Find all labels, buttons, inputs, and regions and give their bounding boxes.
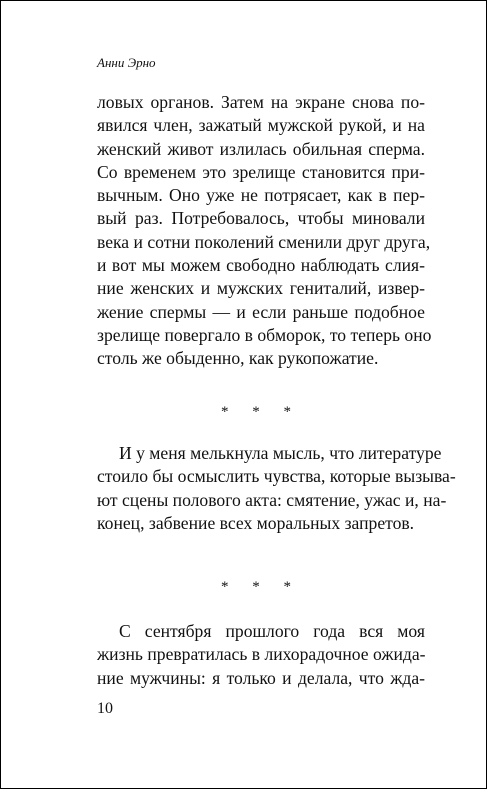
text-line: и вот мы можем свободно наблюдать слия-	[97, 255, 425, 276]
text-line: женский живот излилась обильная сперма.	[97, 138, 425, 159]
text-line: конец, забвение всех моральных запретов.	[97, 512, 415, 533]
text-line: столь же обыденно, как рукопожатие.	[97, 348, 379, 369]
text-line: явился член, зажатый мужской рукой, и на	[97, 115, 425, 136]
paragraph-1	[97, 91, 432, 371]
text-line: стоило бы осмыслить чувства, которые вызыва-	[97, 466, 456, 487]
text-line: ние мужчины: я только и делала, что жда-	[97, 667, 425, 688]
text-line: ловых органов. Затем на экране снова по-	[97, 92, 425, 112]
page-number: 10	[97, 700, 113, 717]
text-line: С сентября прошлого года вся моя	[119, 621, 425, 641]
paragraph-3	[97, 620, 425, 690]
text-line: жизнь превратилась в лихорадочное ожида-	[97, 644, 426, 665]
text-line: И у меня мелькнула мысль, что литературе	[119, 443, 442, 463]
text-line: века и сотни поколений сменили друг друга,	[97, 231, 431, 252]
text-line: вычным. Оно уже не потрясает, как в пер-	[97, 185, 425, 206]
section-separator: * * *	[221, 579, 301, 595]
text-line: жение спермы — и если раньше подобное	[97, 301, 425, 322]
paragraph-2	[97, 442, 456, 535]
text-line: ют сцены полового акта: смятение, ужас и, на-	[97, 489, 447, 510]
text-line: Со временем это зрелище становится при-	[97, 161, 425, 182]
text-line: ние женских и мужских гениталий, извер-	[97, 278, 425, 299]
text-line: вый раз. Потребовалось, чтобы миновали	[97, 208, 425, 229]
text-line: зрелище повергало в обморок, то теперь оно	[97, 324, 432, 345]
running-header-author: Анни Эрно	[97, 55, 156, 70]
section-separator: * * *	[221, 404, 301, 420]
